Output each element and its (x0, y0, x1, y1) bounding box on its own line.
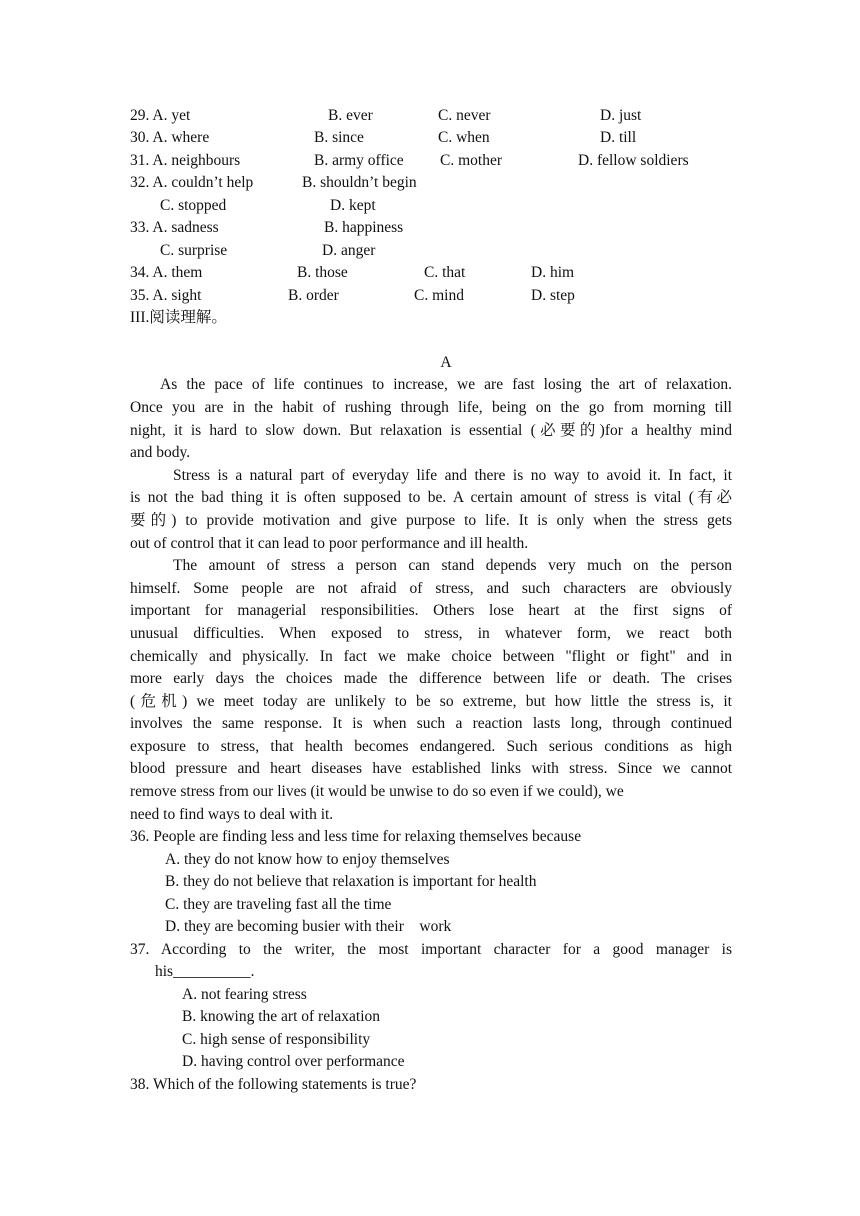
passage-line: and body. (130, 444, 191, 461)
option-29-d: D. just (600, 107, 642, 124)
option-35-d: D. step (531, 287, 575, 304)
option-32-c: C. stopped (160, 197, 227, 214)
passage-line: more early days the choices made the difference between life or death. The crises (130, 670, 732, 687)
question-37-stem-cont: his__________. (155, 963, 255, 980)
option-33-b: B. happiness (324, 219, 404, 236)
passage-line: remove stress from our lives (it would be unwise to do so even if we could), we (130, 783, 624, 800)
passage-line: The amount of stress a person can stand depends very much on the person (173, 557, 732, 574)
passage-label: A (440, 354, 452, 371)
passage-line: is not the bad thing it is often supposed to be. A certain amount of stress is vital (有必 (130, 489, 732, 506)
option-31-c: C. mother (440, 152, 502, 169)
question-36-option-a: A. they do not know how to enjoy themselves (165, 851, 450, 868)
passage-line: unusual difficulties. When exposed to stress, in whatever form, we react both (130, 625, 732, 642)
option-35-c: C. mind (414, 287, 464, 304)
question-37-option-a: A. not fearing stress (182, 986, 307, 1003)
option-35-a: 35. A. sight (130, 287, 202, 304)
passage-line: exposure to stress, that health becomes endangered. Such serious conditions as high (130, 738, 732, 755)
question-37-option-d: D. having control over performance (182, 1053, 405, 1070)
option-29-a: 29. A. yet (130, 107, 191, 124)
passage-line: Stress is a natural part of everyday life and there is no way to avoid it. In fact, it (173, 467, 732, 484)
option-33-d: D. anger (322, 242, 376, 259)
passage-line: important for managerial responsibilities. Others lose heart at the first signs of (130, 602, 732, 619)
passage-line: 要的) to provide motivation and give purpose to life. It is only when the stress gets (130, 512, 732, 529)
question-37-option-c: C. high sense of responsibility (182, 1031, 371, 1048)
passage-line: out of control that it can lead to poor performance and ill health. (130, 535, 529, 552)
question-37-option-b: B. knowing the art of relaxation (182, 1008, 381, 1025)
option-35-b: B. order (288, 287, 339, 304)
option-34-c: C. that (424, 264, 466, 281)
passage-line: himself. Some people are not afraid of stress, and such characters are obviously (130, 580, 732, 597)
option-34-b: B. those (297, 264, 348, 281)
option-30-b: B. since (314, 129, 364, 146)
question-37-stem: 37. According to the writer, the most important character for a good manager is (130, 941, 732, 958)
option-34-a: 34. A. them (130, 264, 203, 281)
passage-line: need to find ways to deal with it. (130, 806, 334, 823)
question-36-stem: 36. People are finding less and less time for relaxing themselves because (130, 828, 582, 845)
option-30-c: C. when (438, 129, 490, 146)
option-31-b: B. army office (314, 152, 404, 169)
option-32-b: B. shouldn’t begin (302, 174, 417, 191)
option-31-d: D. fellow soldiers (578, 152, 689, 169)
passage-line: chemically and physically. In fact we make choice between "flight or fight" and in (130, 648, 732, 665)
passage-line: As the pace of life continues to increase, we are fast losing the art of relaxation. (160, 376, 732, 393)
option-30-d: D. till (600, 129, 637, 146)
passage-line: (危机) we meet today are unlikely to be so extreme, but how little the stress is, it (130, 693, 732, 710)
section-heading: III.阅读理解。 (130, 309, 227, 326)
question-36-option-c: C. they are traveling fast all the time (165, 896, 392, 913)
option-32-a: 32. A. couldn’t help (130, 174, 254, 191)
option-30-a: 30. A. where (130, 129, 210, 146)
option-33-c: C. surprise (160, 242, 228, 259)
question-36-option-b: B. they do not believe that relaxation is important for health (165, 873, 537, 890)
question-36-option-d: D. they are becoming busier with their work (165, 918, 452, 935)
option-34-d: D. him (531, 264, 575, 281)
option-31-a: 31. A. neighbours (130, 152, 241, 169)
question-38-stem: 38. Which of the following statements is true? (130, 1076, 417, 1093)
option-32-d: D. kept (330, 197, 376, 214)
passage-line: involves the same response. It is when such a reaction lasts long, through continued (130, 715, 732, 732)
option-29-b: B. ever (328, 107, 373, 124)
option-33-a: 33. A. sadness (130, 219, 219, 236)
passage-line: Once you are in the habit of rushing through life, being on the go from morning till (130, 399, 732, 416)
option-29-c: C. never (438, 107, 491, 124)
passage-line: blood pressure and heart diseases have established links with stress. Since we cannot (130, 760, 732, 777)
passage-line: night, it is hard to slow down. But relaxation is essential (必要的)for a healthy mind (130, 422, 732, 439)
